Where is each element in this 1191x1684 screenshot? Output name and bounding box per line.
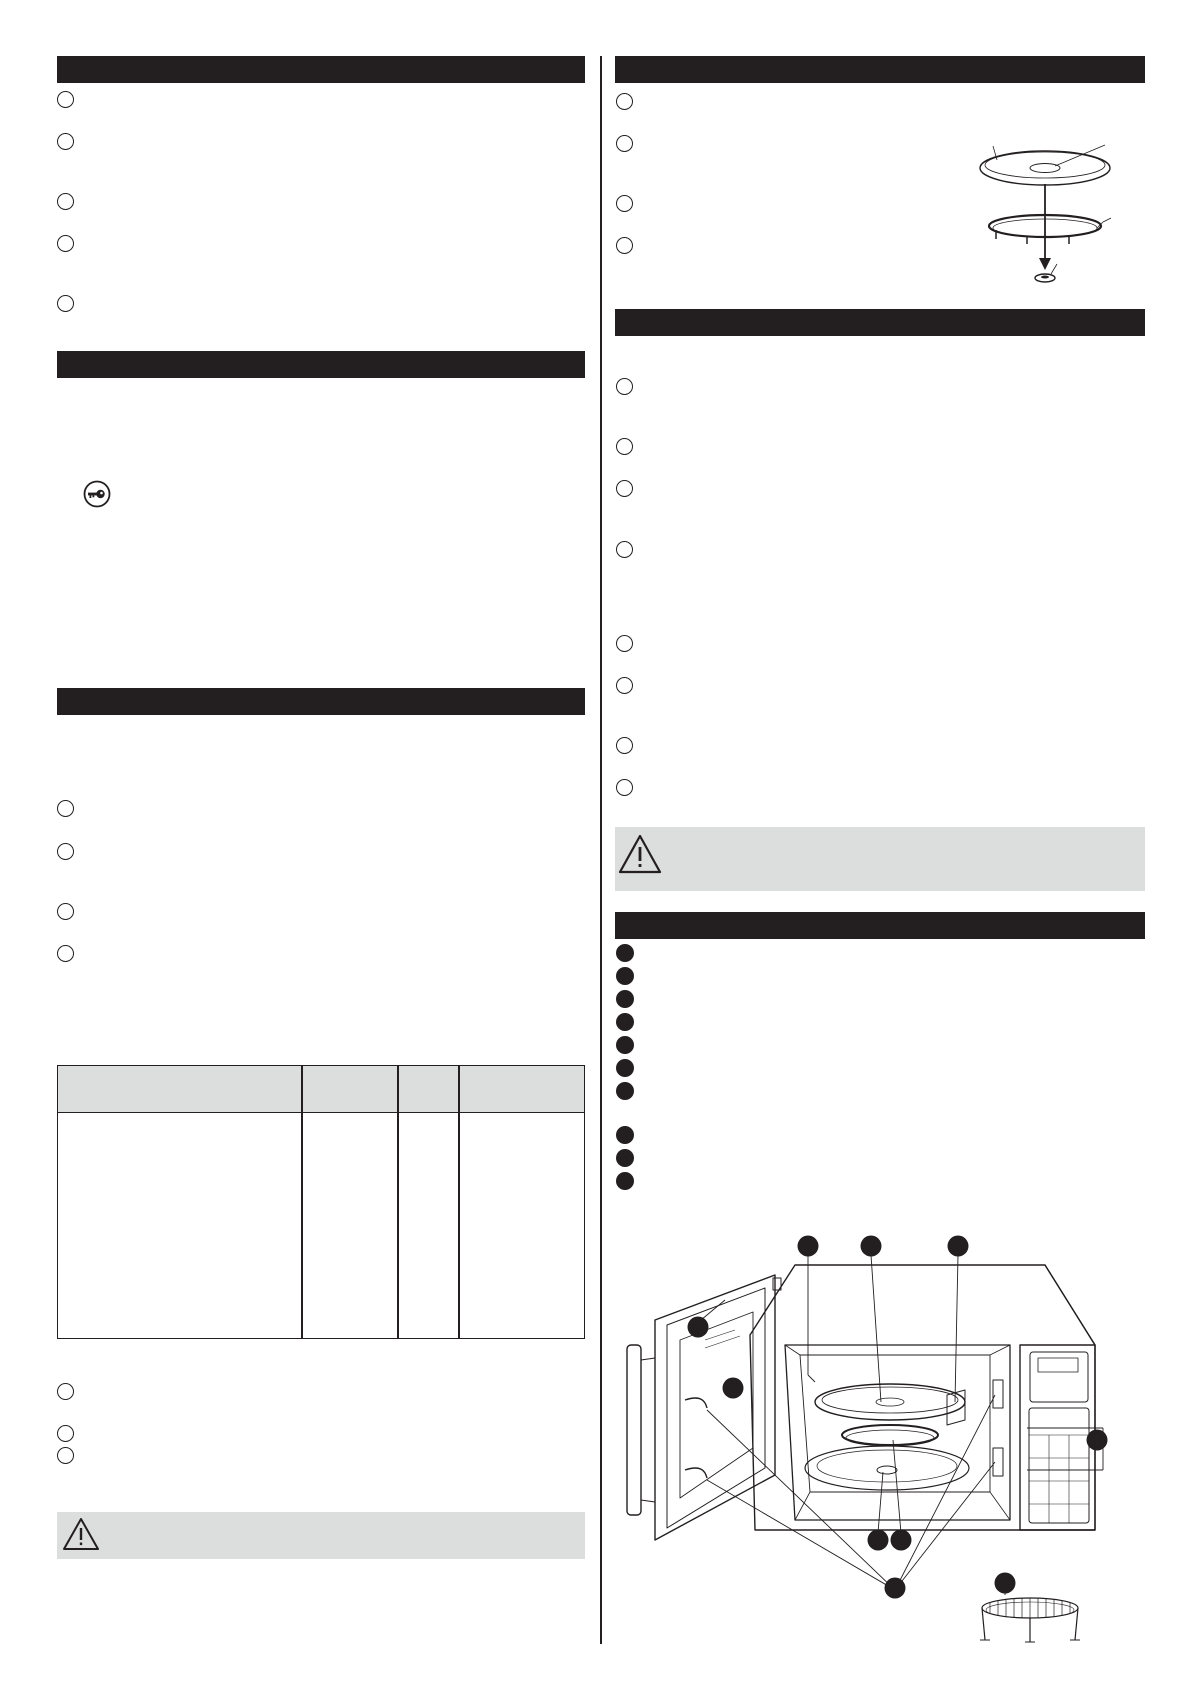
bullet-icon	[616, 541, 633, 558]
numbered-bullet-icon	[616, 990, 634, 1008]
numbered-bullet-icon	[616, 1126, 634, 1144]
bullet-icon	[57, 1447, 74, 1464]
turntable-assembly-diagram	[975, 140, 1125, 290]
section-header-bar	[57, 56, 585, 83]
numbered-bullet-icon	[616, 1059, 634, 1077]
warning-box	[615, 827, 1145, 891]
bullet-icon	[616, 480, 633, 497]
numbered-bullet-icon	[616, 1036, 634, 1054]
section-header-bar	[615, 56, 1145, 83]
bullet-icon	[57, 1383, 74, 1400]
bullet-icon	[57, 1425, 74, 1442]
bullet-icon	[57, 235, 74, 252]
bullet-icon	[57, 133, 74, 150]
numbered-bullet-icon	[616, 1149, 634, 1167]
bullet-icon	[57, 903, 74, 920]
bullet-icon	[57, 91, 74, 108]
section-header-bar	[615, 912, 1145, 939]
numbered-bullet-icon	[616, 944, 634, 962]
section-header-bar	[57, 351, 585, 378]
bullet-icon	[57, 193, 74, 210]
specification-table	[57, 1065, 585, 1339]
numbered-bullet-icon	[616, 1172, 634, 1190]
key-lock-icon	[83, 480, 111, 508]
numbered-bullet-icon	[616, 1082, 634, 1100]
bullet-icon	[616, 378, 633, 395]
warning-box	[57, 1512, 585, 1559]
bullet-icon	[616, 677, 633, 694]
bullet-icon	[616, 93, 633, 110]
table-column-rule	[458, 1066, 460, 1338]
section-header-bar	[615, 309, 1145, 336]
section-header-bar	[57, 688, 585, 715]
bullet-icon	[616, 135, 633, 152]
table-header-row	[58, 1066, 584, 1113]
bullet-icon	[57, 843, 74, 860]
warning-triangle-icon	[617, 833, 663, 877]
bullet-icon	[616, 237, 633, 254]
bullet-icon	[616, 438, 633, 455]
bullet-icon	[616, 195, 633, 212]
column-divider	[600, 56, 602, 1644]
numbered-bullet-icon	[616, 967, 634, 985]
numbered-bullet-icon	[616, 1013, 634, 1031]
bullet-icon	[57, 945, 74, 962]
bullet-icon	[57, 295, 74, 312]
bullet-icon	[616, 779, 633, 796]
table-column-rule	[397, 1066, 399, 1338]
bullet-icon	[616, 635, 633, 652]
bullet-icon	[616, 737, 633, 754]
table-column-rule	[301, 1066, 303, 1338]
microwave-parts-diagram	[625, 1230, 1105, 1650]
bullet-icon	[57, 800, 74, 817]
warning-triangle-icon	[61, 1516, 101, 1552]
